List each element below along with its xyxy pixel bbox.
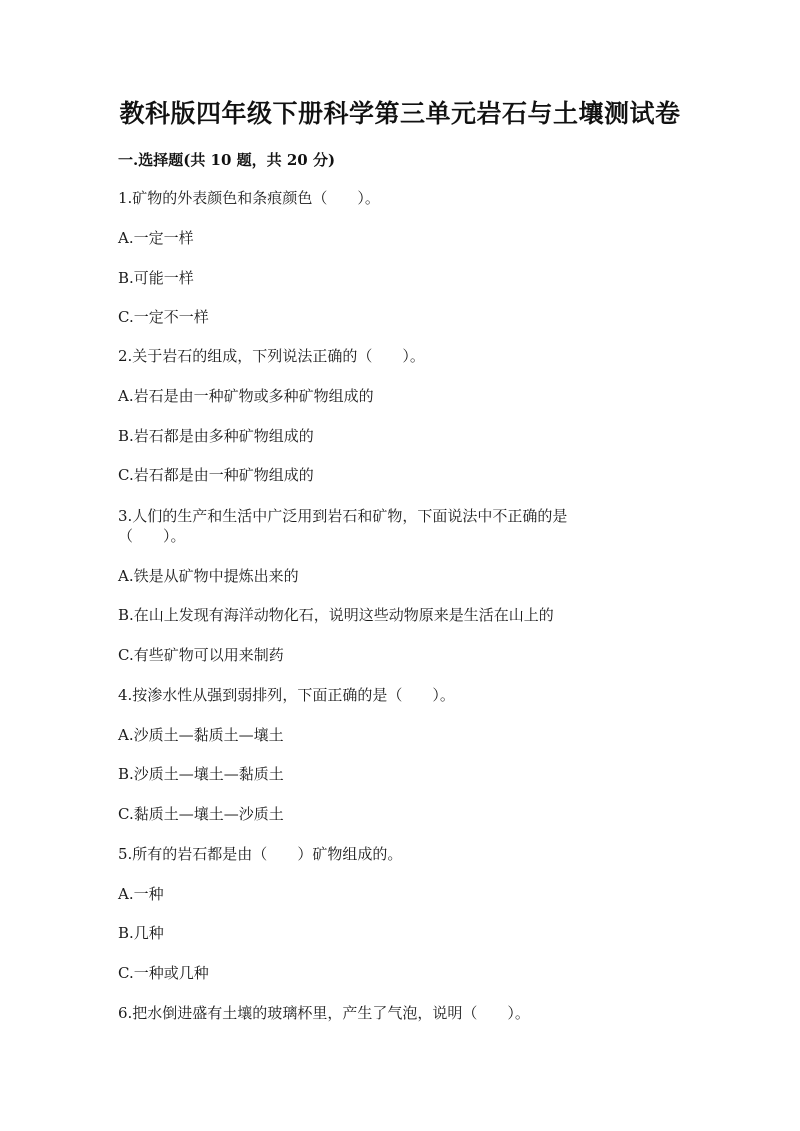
question-2-option-b[interactable]: B.岩石都是由多种矿物组成的 [118,427,314,445]
question-3-option-a[interactable]: A.铁是从矿物中提炼出来的 [118,567,299,585]
question-3-option-b[interactable]: B.在山上发现有海洋动物化石，说明这些动物原来是生活在山上的 [118,606,554,624]
question-2-option-a[interactable]: A.岩石是由一种矿物或多种矿物组成的 [118,387,374,405]
question-3-stem-line-1: 3.人们的生产和生活中广泛用到岩石和矿物，下面说法中不正确的是 [118,507,568,525]
question-1-option-b[interactable]: B.可能一样 [118,269,194,287]
question-5-stem: 5.所有的岩石都是由（ ）矿物组成的。 [118,845,403,863]
question-6-stem: 6.把水倒进盛有土壤的玻璃杯里，产生了气泡，说明（ ）。 [118,1004,530,1022]
question-3-option-c[interactable]: C.有些矿物可以用来制药 [118,646,284,664]
question-5-option-b[interactable]: B.几种 [118,924,164,942]
question-5-option-a[interactable]: A.一种 [118,885,164,903]
question-3-stem-line-2: （ ）。 [118,527,186,545]
page-title: 教科版四年级下册科学第三单元岩石与土壤测试卷 [119,99,681,128]
question-4-option-c[interactable]: C.黏质土—壤土—沙质土 [118,805,284,823]
question-4-stem: 4.按渗水性从强到弱排列，下面正确的是（ ）。 [118,686,455,704]
question-1-stem: 1.矿物的外表颜色和条痕颜色（ ）。 [118,189,380,207]
question-2-stem: 2.关于岩石的组成，下列说法正确的（ ）。 [118,347,425,365]
question-4-option-a[interactable]: A.沙质土—黏质土—壤土 [118,726,284,744]
question-4-option-b[interactable]: B.沙质土—壤土—黏质土 [118,765,284,783]
question-1-option-a[interactable]: A.一定一样 [118,229,194,247]
question-5-option-c[interactable]: C.一种或几种 [118,964,209,982]
section-heading: 一.选择题(共 10 题，共 20 分) [118,151,336,169]
question-2-option-c[interactable]: C.岩石都是由一种矿物组成的 [118,466,314,484]
question-1-option-c[interactable]: C.一定不一样 [118,308,209,326]
